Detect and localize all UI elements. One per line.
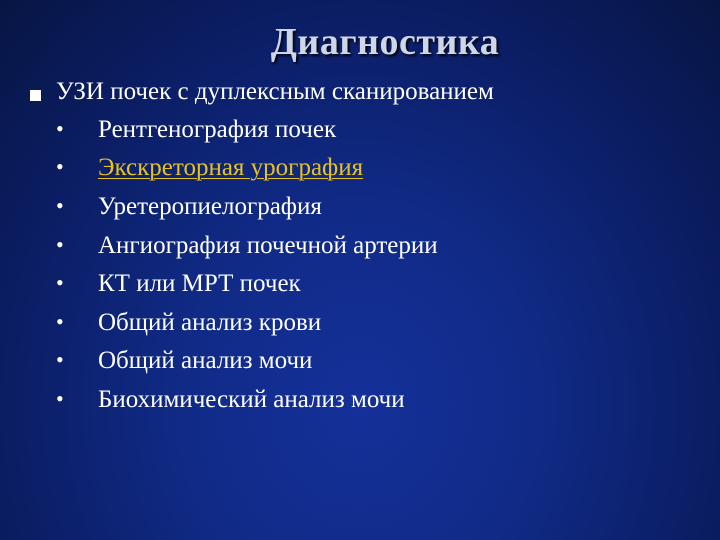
bullet-dot-icon: • [56,232,64,257]
list-item-ureteropyelography: Уретеропиелография [98,193,322,220]
list-item-ct-mri: КТ или МРТ почек [98,270,301,297]
square-bullet-icon [30,90,41,101]
bullet-dot-icon: • [56,116,64,141]
slide-title: Диагностика [270,21,500,63]
bullet-dot-icon: • [56,154,64,179]
bullet-dot-icon: • [56,386,64,411]
list-item-radiography: Рентгенография почек [98,116,337,143]
bullet-dot-icon: • [56,309,64,334]
list-item-renal-angiography: Ангиография почечной артерии [98,232,438,259]
bullet-dot-icon: • [56,270,64,295]
list-item-urine-test: Общий анализ мочи [98,347,313,374]
list-item-biochemical-urine: Биохимический анализ мочи [98,386,405,413]
bullet-dot-icon: • [56,193,64,218]
bullet-dot-icon: • [56,347,64,372]
list-item-excretory-urography-link[interactable]: Экскреторная урография [98,154,364,181]
list-item-blood-test: Общий анализ крови [98,309,322,336]
main-bullet-text: УЗИ почек с дуплексным сканированием [56,78,494,105]
